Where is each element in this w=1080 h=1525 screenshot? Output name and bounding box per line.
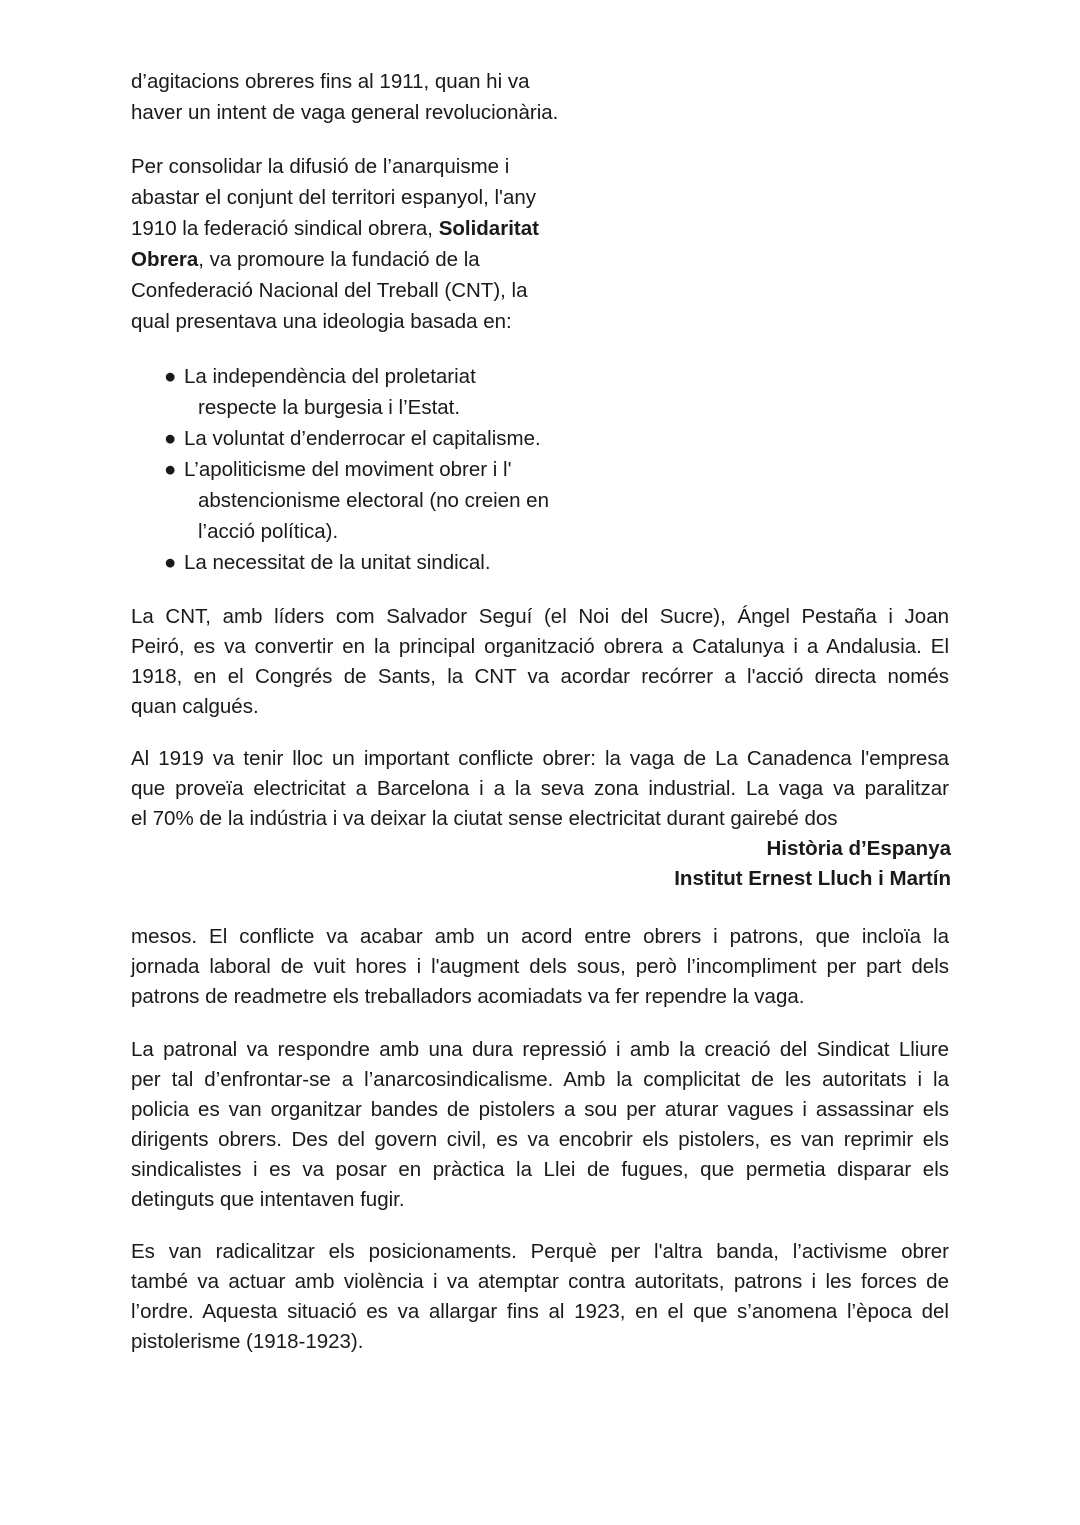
- mesos-paragraph: [131, 922, 949, 1012]
- text-line: Confederació Nacional del Treball (CNT), la: [131, 279, 528, 302]
- text-line: detinguts que intentaven fugir.: [131, 1188, 405, 1211]
- consolidar-paragraph: [131, 151, 591, 337]
- footer-subject: Història d’Espanya: [766, 837, 951, 860]
- list-item: [164, 423, 604, 454]
- bullet-icon: ●: [164, 365, 177, 388]
- text-line: qual presentava una ideologia basada en:: [131, 310, 512, 333]
- list-item-text: La necessitat de la unitat sindical.: [184, 551, 491, 574]
- text-line: també va actuar amb violència i va atemptar contra autoritats, patrons i les forces de: [131, 1270, 949, 1293]
- intro-paragraph: [131, 66, 581, 128]
- text-line: dirigents obrers. Des del govern civil, es va encobrir els pistolers, es van reprimir els: [131, 1128, 949, 1151]
- list-item-text: La independència del proletariat: [184, 365, 476, 388]
- bold-term: Obrera: [131, 248, 199, 271]
- list-item: [164, 547, 604, 578]
- list-item: [164, 361, 604, 423]
- list-item-text: respecte la burgesia i l’Estat.: [198, 396, 461, 419]
- text-line: d’agitacions obreres fins al 1911, quan hi va: [131, 70, 530, 93]
- text-line: Al 1919 va tenir lloc un important conflicte obrer: la vaga de La Canadenca l'empresa: [131, 747, 949, 770]
- page-footer: [674, 834, 951, 894]
- text-line: 1910 la federació sindical obrera,: [131, 217, 439, 240]
- list-item: [164, 454, 604, 547]
- list-item-text: abstencionisme electoral (no creien en: [198, 489, 549, 512]
- text-line: quan calgués.: [131, 695, 259, 718]
- bold-term: Solidaritat: [438, 217, 539, 240]
- text-line: La patronal va respondre amb una dura repressió i amb la creació del Sindicat Lliure: [131, 1038, 949, 1061]
- list-item-text: La voluntat d’enderrocar el capitalisme.: [184, 427, 541, 450]
- bullet-icon: ●: [164, 427, 177, 450]
- text-line: jornada laboral de vuit hores i l'augment dels sous, però l’incompliment per part dels: [131, 955, 949, 978]
- text-line: mesos. El conflicte va acabar amb un acord entre obrers i patrons, que incloïa la: [131, 925, 949, 948]
- text-line: , va promoure la fundació de la: [198, 248, 480, 271]
- text-line: que proveïa electricitat a Barcelona i a la seva zona industrial. La vaga va paralitzar: [131, 777, 949, 800]
- list-item-text: l’acció política).: [198, 520, 339, 543]
- text-line: La CNT, amb líders com Salvador Seguí (el Noi del Sucre), Ángel Pestaña i Joan: [131, 605, 949, 628]
- text-line: haver un intent de vaga general revolucionària.: [131, 101, 559, 124]
- text-line: per tal d’enfrontar-se a l’anarcosindicalisme. Amb la complicitat de les autoritats i la: [131, 1068, 949, 1091]
- text-line: policia es van organitzar bandes de pistolers a sou per aturar vagues i assassinar els: [131, 1098, 949, 1121]
- cnt-paragraph: [131, 602, 949, 722]
- text-line: el 70% de la indústria i va deixar la ciutat sense electricitat durant gairebé dos: [131, 807, 838, 830]
- text-line: 1918, en el Congrés de Sants, la CNT va acordar recórrer a l'acció directa només: [131, 665, 949, 688]
- text-line: l’ordre. Aquesta situació es va allargar fins al 1923, en el que s’anomena l’època del: [131, 1300, 949, 1323]
- patronal-paragraph: [131, 1035, 949, 1215]
- text-line: Peiró, es va convertir en la principal organització obrera a Catalunya i a Andalusia. El: [131, 635, 949, 658]
- footer-school: Institut Ernest Lluch i Martín: [674, 867, 951, 890]
- text-line: abastar el conjunt del territori espanyol, l'any: [131, 186, 537, 209]
- text-line: sindicalistes i es va posar en pràctica la Llei de fugues, que permetia disparar els: [131, 1158, 949, 1181]
- canadenca-paragraph: [131, 744, 949, 834]
- radical-paragraph: [131, 1237, 949, 1357]
- bullet-icon: ●: [164, 551, 177, 574]
- list-item-text: L’apoliticisme del moviment obrer i l': [184, 458, 512, 481]
- text-line: Es van radicalitzar els posicionaments. Perquè per l'altra banda, l’activisme obrer: [131, 1240, 949, 1263]
- text-line: pistolerisme (1918-1923).: [131, 1330, 364, 1353]
- ideology-list: [164, 361, 604, 578]
- bullet-icon: ●: [164, 458, 177, 481]
- text-line: Per consolidar la difusió de l’anarquisme i: [131, 155, 510, 178]
- text-line: patrons de readmetre els treballadors acomiadats va fer rependre la vaga.: [131, 985, 805, 1008]
